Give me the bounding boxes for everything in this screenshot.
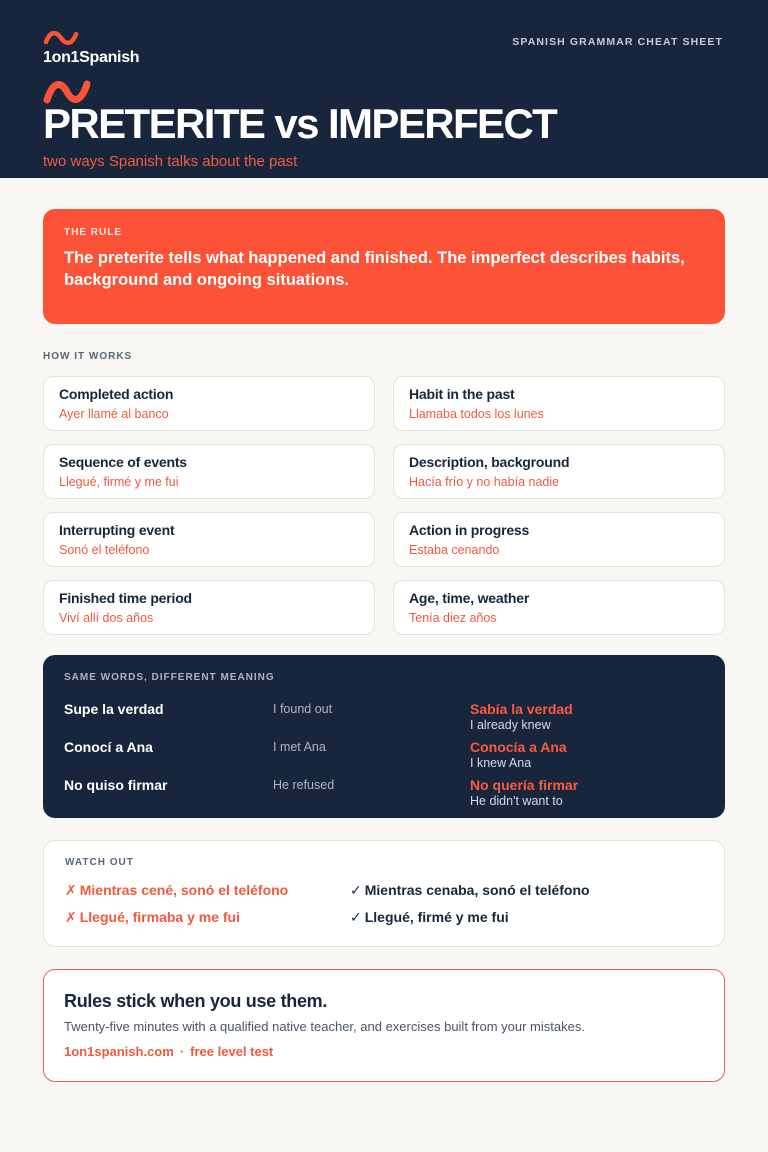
header (0, 0, 768, 178)
imperfect-gloss: I already knew (470, 718, 551, 732)
usage-example: Viví allí dos años (59, 611, 154, 625)
swoosh-icon (43, 30, 79, 46)
usage-example: Llamaba todos los lunes (409, 407, 544, 421)
logo-text: 1on1Spanish (43, 49, 140, 66)
usage-card (393, 376, 725, 431)
usage-example: Llegué, firmé y me fui (59, 475, 179, 489)
usage-title: Interrupting event (59, 522, 175, 538)
watch-out-row (65, 882, 705, 902)
usage-title: Description, background (409, 454, 570, 470)
usage-card (43, 580, 375, 635)
check-icon: ✓ (350, 882, 362, 898)
meaning-row (64, 739, 704, 773)
usage-example: Hacía frío y no había nadie (409, 475, 560, 489)
usage-card (43, 444, 375, 499)
meaning-card (43, 655, 725, 818)
right-text: Mientras cenaba, sonó el teléfono (364, 882, 590, 898)
rule-text: The preterite tells what happened and finished. The imperfect describes habits, background and ongoing situations. (64, 249, 685, 289)
usage-card (43, 512, 375, 567)
cta-title: Rules stick when you use them. (64, 991, 328, 1011)
preterite-gloss: He refused (273, 778, 335, 792)
usage-title: Age, time, weather (409, 590, 530, 606)
brand-logo[interactable] (43, 30, 140, 66)
usage-example: Sonó el teléfono (59, 543, 150, 557)
how-it-works-label: HOW IT WORKS (43, 351, 133, 362)
usage-card (393, 512, 725, 567)
wrong-text: Llegué, firmaba y me fui (79, 909, 240, 925)
usage-card (393, 444, 725, 499)
cta-text: Twenty-five minutes with a qualified native teacher, and exercises built from your mistakes. (64, 1019, 585, 1034)
watch-out-kicker: WATCH OUT (65, 857, 134, 868)
usage-grid (43, 376, 725, 635)
preterite-phrase: Conocí a Ana (64, 739, 153, 755)
watch-out-row (65, 909, 705, 929)
usage-example: Ayer llamé al banco (59, 407, 169, 421)
page-title: PRETERITE vs IMPERFECT (43, 100, 557, 147)
imperfect-phrase: Conocía a Ana (470, 739, 567, 755)
preterite-gloss: I met Ana (273, 740, 326, 754)
usage-card (43, 376, 375, 431)
meaning-row (64, 777, 704, 811)
right-example (350, 882, 590, 899)
usage-title: Action in progress (409, 522, 530, 538)
imperfect-gloss: I knew Ana (470, 756, 532, 770)
preterite-gloss: I found out (273, 702, 333, 716)
level-test-link[interactable]: free level test (190, 1044, 274, 1059)
usage-title: Finished time period (59, 590, 192, 606)
wrong-example (65, 882, 288, 899)
usage-card (393, 580, 725, 635)
header-kicker: SPANISH GRAMMAR CHEAT SHEET (512, 36, 723, 48)
check-icon: ✓ (350, 909, 362, 925)
usage-title: Sequence of events (59, 454, 187, 470)
imperfect-phrase: No quería firmar (470, 777, 579, 793)
usage-example: Estaba cenando (409, 543, 500, 557)
preterite-phrase: No quiso firmar (64, 777, 168, 793)
cross-icon: ✗ (65, 909, 77, 925)
watch-out-card (43, 840, 725, 947)
usage-title: Habit in the past (409, 386, 515, 402)
cta-links (64, 1044, 704, 1059)
imperfect-gloss: He didn't want to (470, 794, 563, 808)
usage-title: Completed action (59, 386, 174, 402)
rule-card (43, 209, 725, 324)
page-subtitle: two ways Spanish talks about the past (43, 153, 298, 170)
site-link[interactable]: 1on1spanish.com (64, 1044, 174, 1059)
meaning-kicker: SAME WORDS, DIFFERENT MEANING (64, 672, 275, 683)
imperfect-phrase: Sabía la verdad (470, 701, 573, 717)
link-separator: · (179, 1044, 185, 1059)
wrong-text: Mientras cené, sonó el teléfono (79, 882, 289, 898)
meaning-row (64, 701, 704, 735)
right-example (350, 909, 509, 926)
right-text: Llegué, firmé y me fui (364, 909, 509, 925)
cross-icon: ✗ (65, 882, 77, 898)
preterite-phrase: Supe la verdad (64, 701, 164, 717)
usage-example: Tenía diez años (409, 611, 497, 625)
cta-card (43, 969, 725, 1082)
wrong-example (65, 909, 240, 926)
rule-kicker: THE RULE (64, 227, 122, 238)
